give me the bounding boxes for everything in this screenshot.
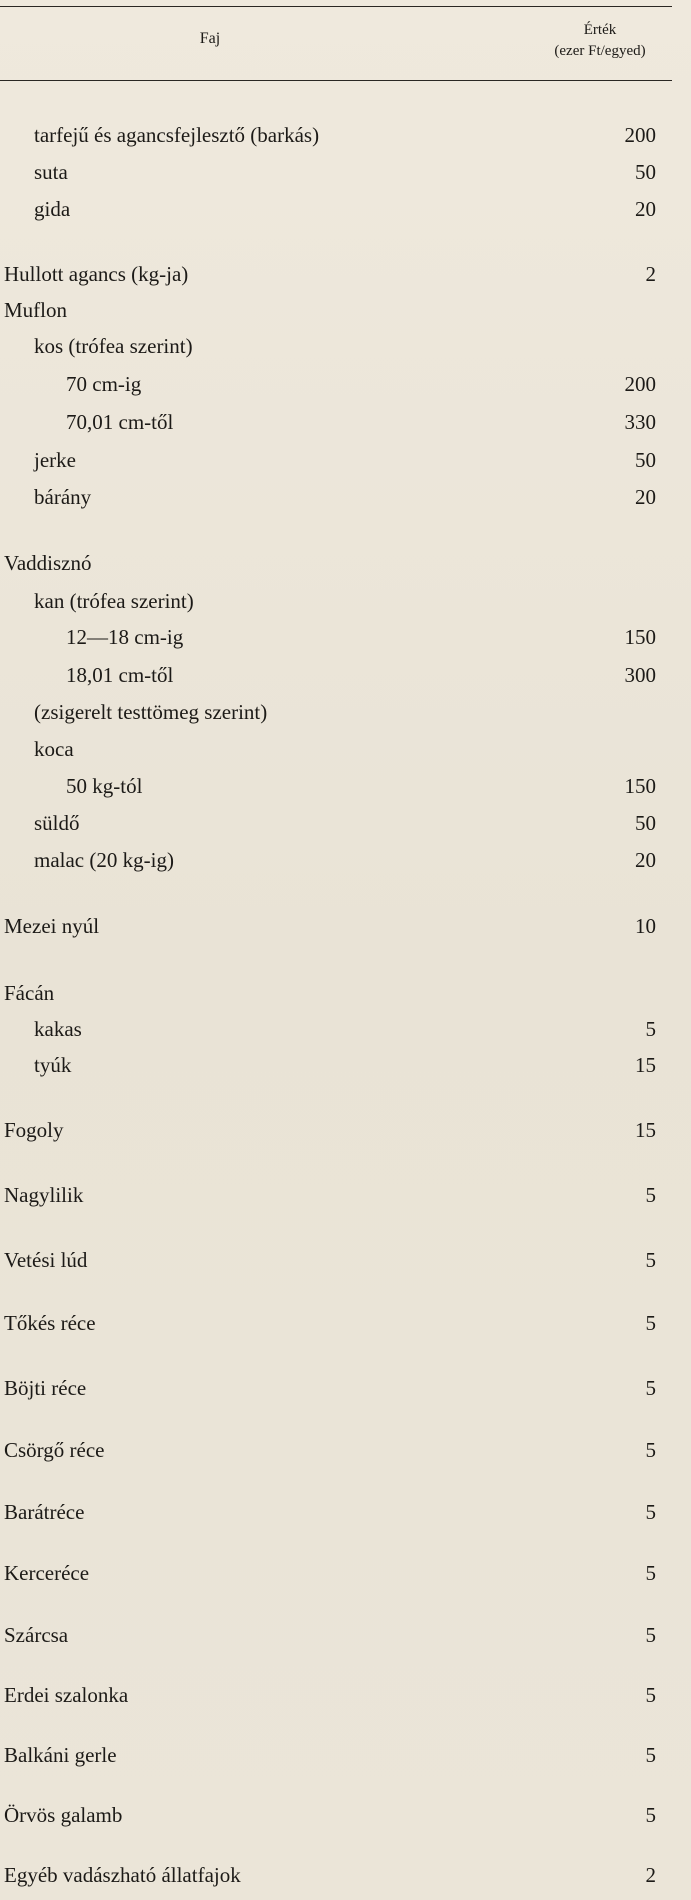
table-row: [0, 366, 672, 402]
species-name: tarfejű és agancsfejlesztő (barkás): [34, 123, 320, 147]
species-name: 12—18 cm-ig: [66, 625, 184, 649]
species-name: Örvös galamb: [4, 1803, 123, 1827]
species-name: süldő: [34, 811, 80, 835]
species-value: 5: [645, 1683, 656, 1707]
species-name: Csörgő réce: [4, 1438, 105, 1462]
species-value: 20: [635, 485, 656, 509]
table-row: [0, 694, 672, 730]
table-row: [0, 805, 672, 841]
table-row: [0, 583, 672, 619]
species-value: 15: [635, 1053, 656, 1077]
table-row: [0, 842, 672, 878]
table-row: [0, 442, 672, 478]
species-name: suta: [34, 160, 68, 184]
header-value: [520, 20, 680, 62]
species-value: 330: [624, 410, 656, 434]
species-name: Nagylilik: [4, 1183, 84, 1207]
species-name: Fogoly: [4, 1118, 64, 1142]
species-name: Hullott agancs (kg-ja): [4, 262, 189, 286]
header-species: Faj: [199, 30, 221, 47]
species-name: jerke: [34, 448, 76, 472]
species-value: 300: [624, 663, 656, 687]
table-row: [0, 1177, 672, 1213]
table-row: [0, 1857, 672, 1893]
species-value: 50: [635, 160, 656, 184]
table-row: [0, 191, 672, 227]
species-value: 5: [645, 1743, 656, 1767]
header-value-line2: (ezer Ft/egyed): [554, 43, 646, 59]
species-value: 5: [645, 1803, 656, 1827]
table-row: [0, 479, 672, 515]
table-row: [0, 256, 672, 292]
species-value: 5: [645, 1438, 656, 1462]
species-value: 5: [645, 1561, 656, 1585]
species-name: Balkáni gerle: [4, 1743, 117, 1767]
species-name: Szárcsa: [4, 1623, 69, 1647]
species-name: 70 cm-ig: [66, 372, 142, 396]
species-name: gida: [34, 197, 71, 221]
species-name: Vaddisznó: [4, 551, 92, 575]
species-name: Muflon: [4, 298, 67, 322]
table-row: [0, 908, 672, 944]
species-value: 20: [635, 197, 656, 221]
species-name: Fácán: [4, 981, 55, 1005]
species-name: 18,01 cm-től: [66, 663, 174, 687]
species-value: 10: [635, 914, 656, 938]
top-rule: [0, 6, 672, 7]
species-value: 5: [645, 1500, 656, 1524]
table-row: [0, 1555, 672, 1591]
table-row: [0, 1737, 672, 1773]
species-value: 150: [624, 625, 656, 649]
table-row: [0, 117, 672, 153]
species-value: 150: [624, 774, 656, 798]
table-row: [0, 404, 672, 440]
species-name: kos (trófea szerint): [34, 334, 193, 358]
table-row: [0, 1047, 672, 1083]
table-row: [0, 328, 672, 364]
table-row: [0, 292, 672, 328]
species-value: 20: [635, 848, 656, 872]
species-value: 50: [635, 448, 656, 472]
species-name: 70,01 cm-től: [66, 410, 174, 434]
species-value: 200: [624, 372, 656, 396]
species-name: kan (trófea szerint): [34, 589, 194, 613]
table-row: [0, 1432, 672, 1468]
species-value: 50: [635, 811, 656, 835]
species-name: tyúk: [34, 1053, 72, 1077]
header-value-line1: Érték: [583, 22, 617, 38]
table-row: [0, 619, 672, 655]
species-name: Böjti réce: [4, 1376, 87, 1400]
species-value: 5: [645, 1311, 656, 1335]
species-value: 5: [645, 1183, 656, 1207]
table-row: [0, 1617, 672, 1653]
species-name: 50 kg-tól: [66, 774, 143, 798]
species-name: koca: [34, 737, 74, 761]
species-name: Mezei nyúl: [4, 914, 100, 938]
species-value: 200: [624, 123, 656, 147]
species-value: 5: [645, 1623, 656, 1647]
table-row: [0, 154, 672, 190]
table-row: [0, 1011, 672, 1047]
table-row: [0, 975, 672, 1011]
table-row: [0, 657, 672, 693]
table-row: [0, 1370, 672, 1406]
species-name: (zsigerelt testtömeg szerint): [34, 700, 268, 724]
table-row: [0, 545, 672, 581]
species-value: 5: [645, 1248, 656, 1272]
table-row: [0, 731, 672, 767]
table-row: [0, 1797, 672, 1833]
species-name: Vetési lúd: [4, 1248, 88, 1272]
table-row: [0, 768, 672, 804]
species-name: malac (20 kg-ig): [34, 848, 174, 872]
table-row: [0, 1677, 672, 1713]
species-value: 2: [645, 262, 656, 286]
species-name: bárány: [34, 485, 92, 509]
species-name: Kercerécе: [4, 1561, 90, 1585]
species-value: 2: [645, 1863, 656, 1887]
species-name: Tőkés réce: [4, 1311, 96, 1335]
species-value: 5: [645, 1376, 656, 1400]
species-name: Erdei szalonka: [4, 1683, 129, 1707]
table-row: [0, 1494, 672, 1530]
species-name: Egyéb vadászható állatfajok: [4, 1863, 241, 1887]
table-row: [0, 1112, 672, 1148]
header-rule: [0, 80, 672, 81]
species-value: 5: [645, 1017, 656, 1041]
species-value: 15: [635, 1118, 656, 1142]
table-row: [0, 1242, 672, 1278]
species-name: Barátréce: [4, 1500, 85, 1524]
table-row: [0, 1305, 672, 1341]
species-name: kakas: [34, 1017, 82, 1041]
